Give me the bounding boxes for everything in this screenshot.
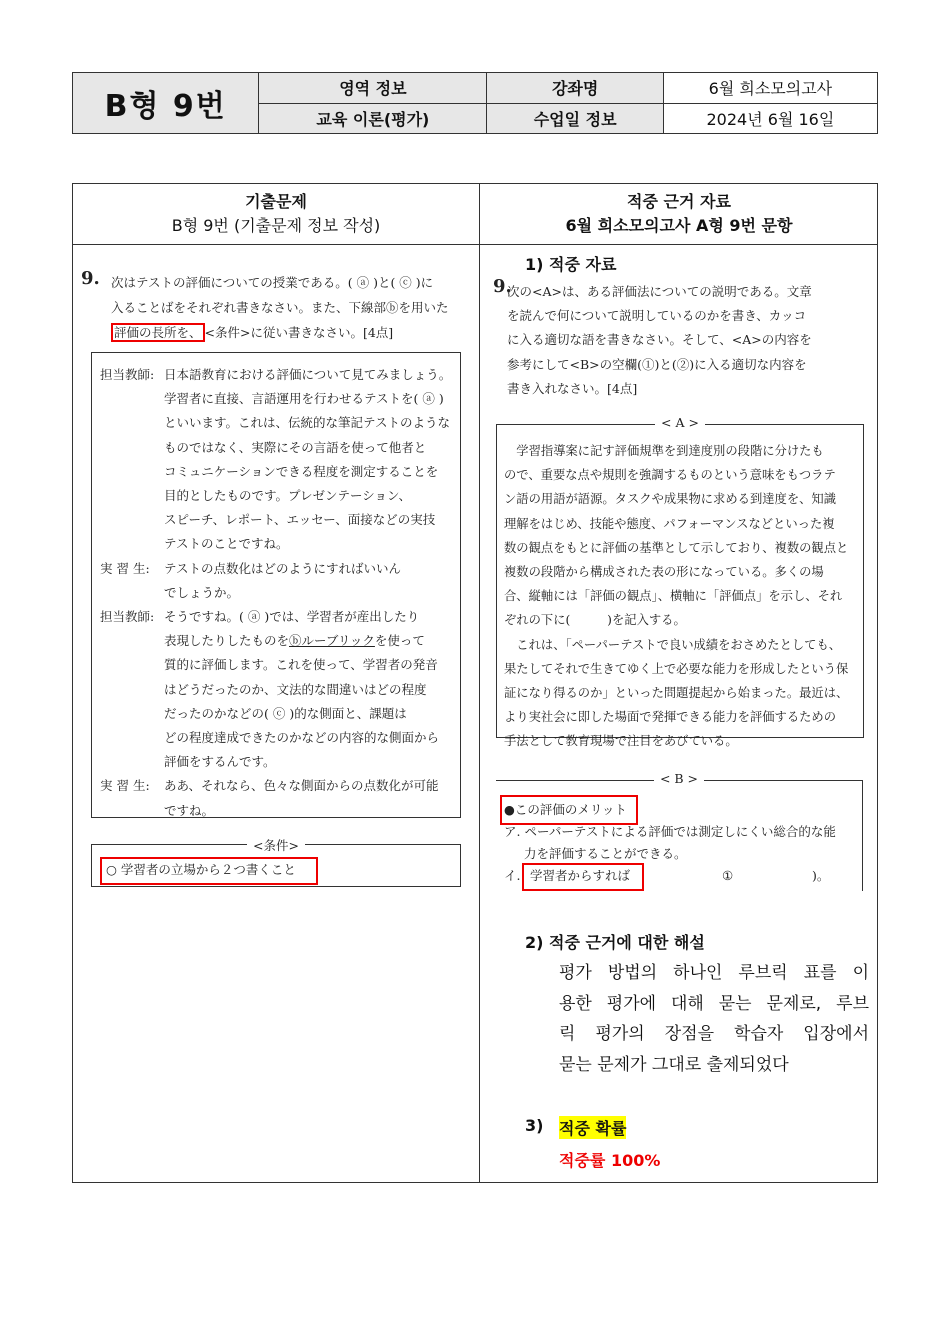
dialogue-text: スピーチ、レポート、エッセー、面接などの実技: [164, 512, 436, 528]
dialogue-text: 目的としたものです。プレゼンテーション、: [164, 488, 412, 503]
course-label: 강좌명: [487, 73, 662, 104]
dialogue-line: [100, 460, 452, 484]
dialogue-speaker: [100, 508, 164, 532]
q-line-2: 入ることばをそれぞれ書きなさい。また、下線部ⓑを用いた: [111, 300, 449, 315]
area-column: [259, 73, 487, 133]
dialogue-speaker: [100, 750, 164, 774]
box-b-merit: ●この評価のメリット: [504, 802, 627, 817]
dialogue-text: 質的に評価します。これを使って、学習者の発音: [164, 657, 438, 673]
condition-item: ○ 学習者の立場から２つ書くこと: [100, 857, 318, 885]
dialogue-text: テストのことですね。: [164, 536, 289, 552]
dialogue-line: [100, 508, 452, 532]
box-a-line: ン語の用語が語源。タスクや成果物に求める到達度を、知識: [504, 492, 837, 507]
box-b-line-a1: ア. ペーパーテストによる評価では測定しにくい総合的な能: [504, 824, 836, 839]
box-a-line: ぞれの下に( )を記入する。: [504, 613, 686, 628]
header-divider: [73, 244, 877, 245]
condition-box: [91, 838, 461, 887]
section-2-title: 2) 적중 근거에 대한 해설: [525, 933, 705, 952]
main-table: [72, 183, 878, 1183]
dialogue-text: テストの点数化はどのようにすればいいん: [164, 560, 402, 576]
left-column-header: [73, 184, 479, 244]
box-b-line-a2: 力を評価することができる。: [524, 846, 687, 861]
right-question-line: に入る適切な語を書きなさい。そして、<A>の内容を: [507, 332, 812, 348]
box-a: [496, 415, 864, 749]
dialogue-text: コミュニケーションできる程度を測定することを: [164, 463, 439, 479]
box-b: [496, 771, 863, 891]
dialogue-speaker: [100, 629, 164, 653]
dialogue-line: [100, 363, 452, 387]
right-qnum: 9.: [493, 276, 512, 297]
dialogue-speaker: [100, 799, 164, 823]
dialogue-text: そうですね。( ⓐ )では、学習者が産出したり: [164, 609, 420, 624]
right-question-line: を読んで何について説明しているのかを書き、カッコ: [507, 308, 807, 324]
left-head-subtitle: B형 9번 (기출문제 정보 작성): [171, 216, 381, 235]
section-3-title: 적중 확률: [559, 1116, 626, 1139]
right-question-line: 参考にして<B>の空欄(①)と(②)に入る適切な内容を: [507, 356, 807, 372]
course-value: 6월 희소모의고사: [664, 73, 877, 104]
box-a-title: < A >: [655, 415, 705, 430]
box-a-line: 果たしてそれで生きてゆく上で必要な能力を形成したという保: [504, 661, 849, 676]
dialogue-text: どの程度達成できたのかなどの内容的な側面から: [164, 730, 440, 745]
dialogue-text: 日本語教育における評価について見てみましょう。: [164, 367, 452, 382]
dialogue-speaker: [100, 484, 164, 508]
area-value: 교육 이론(평가): [259, 104, 486, 134]
condition-title: <条件>: [247, 838, 305, 853]
box-a-line: 理解をはじめ、技能や態度、パフォーマンスなどといった複: [504, 516, 835, 531]
box-b-title: < B >: [654, 771, 704, 786]
box-b-i-text: 学習者からすれば: [530, 868, 631, 883]
dialogue-speaker: [100, 678, 164, 702]
dialogue-text: といいます。これは、伝統的な筆記テストのような: [164, 415, 451, 431]
right-column-header: [480, 184, 878, 244]
box-b-i-blank: ①: [722, 868, 734, 883]
dialogue-speaker: 担当教師:: [100, 609, 155, 624]
q-line-1: 次はテストの評価についての授業である。( ⓐ )と( ⓒ )に: [111, 275, 434, 290]
dialogue-text: ああ、それなら、色々な側面からの点数化が可能: [164, 778, 439, 794]
dialogue-speaker: 実 習 生:: [100, 560, 150, 576]
q-line-3: [111, 320, 483, 345]
dialogue-speaker: 実 習 生:: [100, 778, 150, 794]
dialogue-speaker: [100, 653, 164, 677]
dialogue-text: 学習者に直接、言語運用を行わせるテストを( ⓐ ): [164, 391, 444, 407]
box-a-line: より実社会に即した場面で発揮できる能力を評価するための: [504, 710, 837, 725]
dialogue-line: [100, 581, 452, 605]
explanation-line: 묻는 문제가 그대로 출제되었다: [559, 1054, 789, 1075]
area-label: 영역 정보: [259, 73, 486, 104]
explanation-line: 평가 방법의 하나인 루브릭 표를 이: [559, 963, 869, 983]
dialogue-line: [100, 387, 452, 411]
date-label: 수업일 정보: [487, 104, 662, 134]
box-a-line: 合、縦軸には「評価の観点」、横軸に「評価点」を示し、それ: [504, 589, 843, 604]
dialogue-speaker: [100, 581, 164, 605]
dialogue-speaker: [100, 726, 164, 750]
dialogue-line: [100, 799, 452, 823]
left-qnum: 9.: [81, 268, 100, 289]
date-value: 2024년 6월 16일: [706, 109, 835, 129]
dialogue-line: [100, 436, 452, 460]
dialogue-speaker: [100, 436, 164, 460]
explanation-text: [559, 958, 869, 1080]
dialogue-speaker: [100, 532, 164, 556]
right-question-text: [507, 280, 867, 401]
dialogue-box: [91, 352, 461, 818]
explanation-line: 릭 평가의 장점을 학습자 입장에서: [559, 1024, 869, 1044]
dialogue-line: [100, 605, 452, 629]
dialogue-line: [100, 557, 452, 581]
box-a-line: 複数の段階から構成された表の形になっている。多くの場: [504, 565, 824, 580]
dialogue-text: ものではなく、実際にその言語を使って他者と: [164, 439, 427, 455]
dialogue-line: [100, 484, 452, 508]
q-line-3-rest: <条件>に従い書きなさい。[4点]: [204, 325, 394, 340]
dialogue-text: だったのかなどの( ⓒ )的な側面と、課題は: [164, 705, 407, 721]
value-column: [664, 73, 877, 133]
box-a-line: 手法として教育現場で注目をあびている。: [504, 734, 738, 749]
right-head-subtitle: 6월 희소모의고사 A형 9번 문항: [565, 216, 793, 235]
dialogue-speaker: [100, 460, 164, 484]
box-a-line: 証になり得るのか」といった問題提起から始まった。最近は、: [504, 686, 849, 701]
right-head-title: 적중 근거 자료: [627, 192, 731, 211]
dialogue-line: [100, 726, 452, 750]
dialogue-line: [100, 750, 452, 774]
hit-rate: 적중률 100%: [559, 1151, 661, 1170]
dialogue-line: [100, 653, 452, 677]
marked-phrase: 評価の長所を、: [111, 323, 205, 342]
section-1-title: 1) 적중 자료: [525, 255, 617, 274]
header-table: [72, 72, 878, 134]
question-title: B형 9번: [73, 73, 259, 133]
dialogue-text: 評価をするんです。: [164, 754, 276, 770]
label-column: [487, 73, 663, 133]
right-question-line: 次の<A>は、ある評価法についての説明である。文章: [507, 284, 812, 299]
explanation-line: 용한 평가에 대해 묻는 문제로, 루브: [559, 993, 869, 1014]
box-a-line: 学習指導案に記す評価規準を到達度別の段階に分けたも: [504, 444, 824, 458]
dialogue-line: [100, 774, 452, 798]
box-a-line: ので、重要な点や規則を強調するものという意味をもつラテ: [504, 468, 836, 483]
box-b-i-end: )。: [812, 868, 830, 883]
box-b-i-label: イ.: [504, 868, 521, 883]
section-3-number: 3): [525, 1116, 544, 1135]
box-a-line: これは、「ペーパーテストで良い成績をおさめたとしても、: [504, 637, 842, 652]
underlined-rubric: ⓑルーブリック: [289, 633, 375, 649]
left-head-title: 기출문제: [245, 192, 307, 211]
dialogue-speaker: [100, 411, 164, 435]
dialogue-line: [100, 411, 452, 435]
box-a-line: 数の観点をもとに評価の基準として示しており、複数の観点と: [504, 540, 849, 555]
dialogue-speaker: 担当教師:: [100, 367, 155, 382]
left-question-text: [111, 270, 483, 345]
dialogue-speaker: [100, 387, 164, 411]
dialogue-text: でしょうか。: [164, 584, 240, 600]
dialogue-line: [100, 678, 452, 702]
dialogue-speaker: [100, 702, 164, 726]
dialogue-text: 表現したりしたものをⓑルーブリックを使って: [164, 633, 425, 649]
dialogue-line: [100, 629, 452, 653]
dialogue-line: [100, 532, 452, 556]
dialogue-line: [100, 702, 452, 726]
box-a-text: [504, 439, 856, 754]
right-question-line: 書き入れなさい。[4点]: [507, 380, 638, 396]
dialogue-text: はどうだったのか、文法的な間違いはどの程度: [164, 681, 427, 697]
dialogue-text: ですね。: [164, 802, 215, 818]
